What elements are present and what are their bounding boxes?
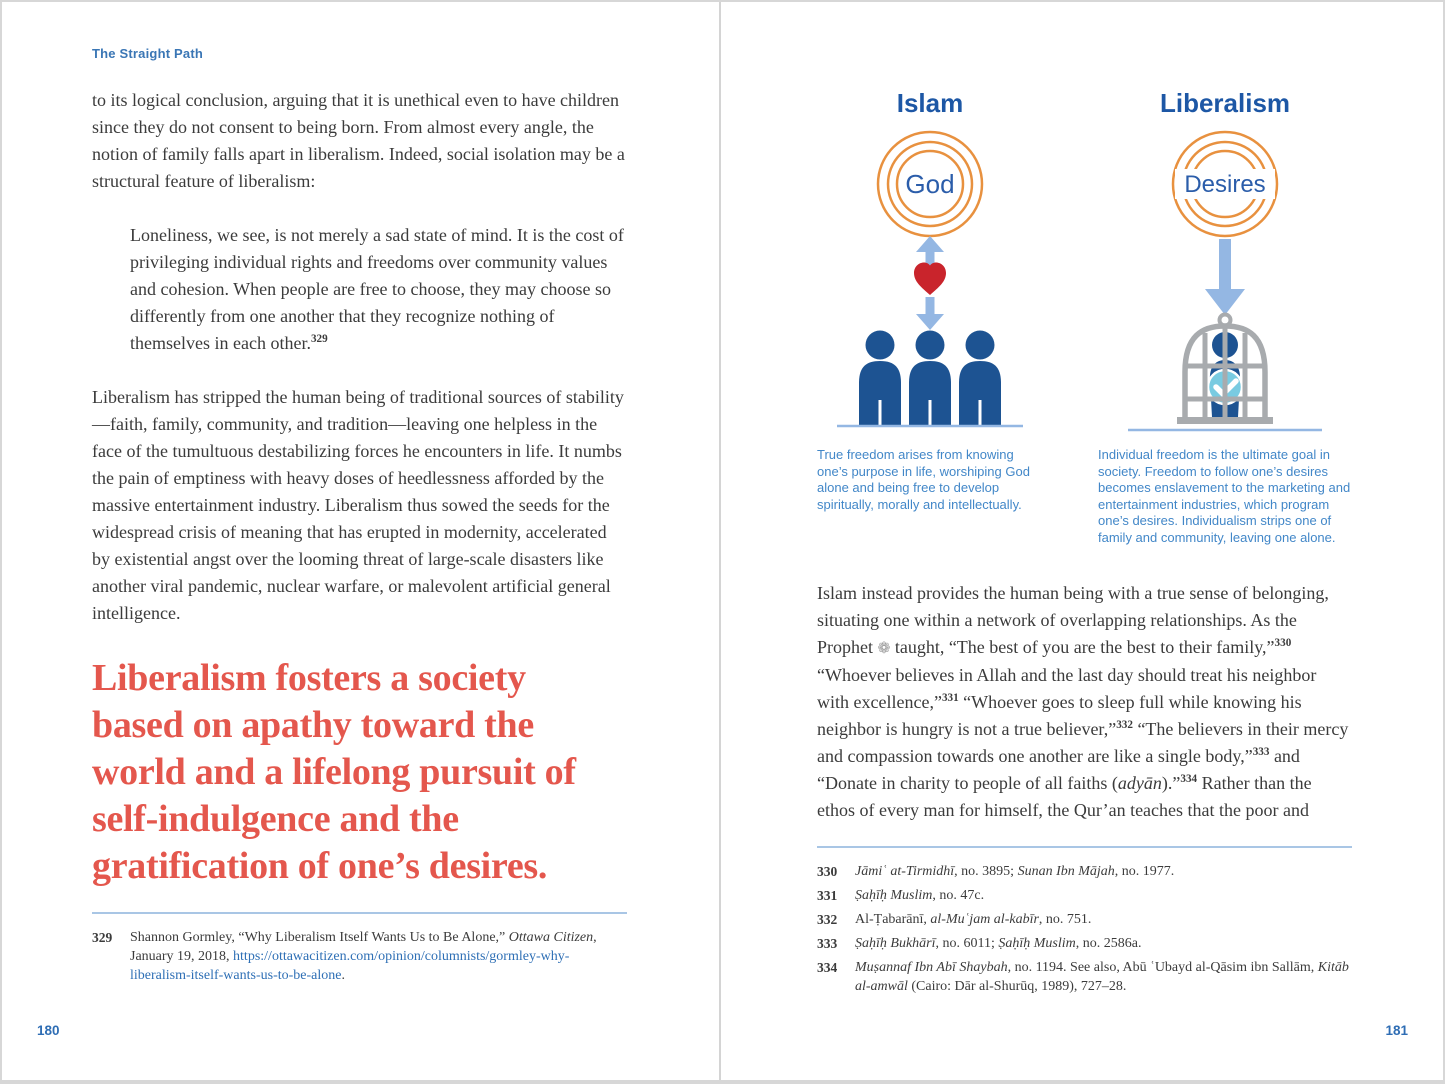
footnote-text: Muṣannaf Ibn Abī Shaybah, no. 1194. See also, Abū ʿUbayd al-Qāsim ibn Sallām, Kitāb al-amwāl (Cairo: Dār al-Shurūq, 1989), 727–28. [855, 960, 1349, 994]
footnote-329 [92, 928, 627, 985]
footnote-row [817, 934, 1352, 953]
footnote-ref: 329 [310, 333, 328, 345]
footnote-ref: 331 [941, 692, 959, 704]
footnote-row [817, 958, 1352, 996]
blockquote: Loneliness, we see, is not merely a sad state of mind. It is the cost of privileging individual rights and freedoms over community values and cohesion. When people are free to choose, they may choose so differently from one another that they recognize nothing of themselves in each other.$^{329}$ [130, 225, 624, 353]
footnote-number: 333 [817, 936, 838, 951]
left-page [2, 2, 721, 1080]
footnotes [817, 862, 1352, 996]
prophet-honorific-icon: ❁ [877, 640, 891, 657]
footnote-link[interactable]: https://ottawacitizen.com/opinion/columnists/gormley-why-liberalism-itself-wants-us-to-be-alone [130, 949, 570, 983]
liberalism-column [1098, 88, 1352, 546]
footnote-divider [92, 912, 627, 914]
islam-caption: True freedom arises from knowing one’s purpose in life, worshiping God alone and being free to develop spiritually, morally and intellectually. [817, 447, 1030, 512]
god-label: God [905, 169, 955, 199]
cage-base [1177, 417, 1273, 424]
footnote-row [817, 862, 1352, 881]
desires-label: Desires [1184, 171, 1266, 198]
body-paragraph-right: Islam instead provides the human being with a true sense of belonging, situating one within a network of overlapping relationships. As the Prophet ❁ taught, “The best of you are the best to their family,”$^{330}$ “Whoever believes in Allah and the last day should treat his neighbor with excellence,”$^{331}$ “Whoever goes to sleep full while knowing his neighbor is hungry is not a true believer,”$^{332}$ “The believers in their mercy and compassion towards one another are like a single body,”$^{333}$ and “Donate in charity to people of all faiths (adyān).”$^{334}$ Rather than the ethos of every man for himself, the Qur’an teaches that the poor and [817, 583, 1349, 820]
islam-column [817, 88, 1043, 546]
footnote-text: Ṣaḥīḥ Bukhārī, no. 6011; Ṣaḥīḥ Muslim, no. 2586a. [855, 936, 1142, 951]
footnote-number: 334 [817, 960, 838, 975]
footnote-text: Al-Ṭabarānī, al-Muʿjam al-kabīr, no. 751. [855, 912, 1092, 927]
cage-bars [1185, 326, 1265, 419]
cage-icon [1177, 315, 1273, 425]
footnote-divider [817, 846, 1352, 848]
body-paragraph-2: Liberalism has stripped the human being of traditional sources of stability—faith, family, community, and tradition—leaving one helpless in the face of the tumultuous destabilizing forces he encounters in life. It numbs the pain of emptiness with heavy doses of heedlessness afforded by the massive entertainment industry. Liberalism thus sowed the seeds for the widespread crisis of meaning that has erupted in modernity, accelerated by existential angst over the looming threat of large-scale disasters like another viral pandemic, nuclear warfare, or malevolent artificial general intelligence. [92, 387, 624, 623]
islam-diagram [817, 129, 1043, 439]
footnote-text: Jāmiʿ at-Tirmidhī, no. 3895; Sunan Ibn Mājah, no. 1977. [855, 864, 1175, 879]
footnote-text: Ṣaḥīḥ Muslim, no. 47c. [855, 888, 985, 903]
body-paragraph-1: to its logical conclusion, arguing that it is unethical even to have children since they do not consent to being born. From almost every angle, the notion of family falls apart in liberalism. Indeed, social isolation may be a structural feature of liberalism: [92, 90, 625, 191]
footnote-number: 332 [817, 912, 838, 927]
footnote-row [92, 928, 627, 985]
liberalism-title: Liberalism [1159, 88, 1291, 118]
pull-quote: Liberalism fosters a society based on apathy toward the world and a lifelong pursuit of self-indulgence and the gratification of one’s desires. [92, 657, 576, 887]
right-page [723, 2, 1443, 1080]
footnote-ref: 332 [1116, 719, 1133, 731]
running-head: The Straight Path [92, 46, 204, 61]
footnote-ref: 330 [1274, 637, 1292, 649]
page-number-right: 181 [1385, 1023, 1408, 1038]
heart-icon [914, 263, 946, 296]
islam-title: Islam [896, 88, 964, 118]
footnote-ref: 334 [1180, 773, 1198, 785]
liberalism-diagram [1098, 129, 1352, 439]
footnote-number: 331 [817, 888, 838, 903]
footnote-text: Shannon Gormley, “Why Liberalism Itself Wants Us to Be Alone,” Ottawa Citizen, January 19, 2018, https://ottawacitizen.com/opinion/columnists/gormley-why-liberalism-itself-wants-us-to-be-alone. [130, 930, 597, 983]
footnote-ref: 333 [1252, 746, 1270, 758]
community-people-icon [859, 331, 1001, 426]
footnote-row [817, 910, 1352, 929]
footnote-number: 330 [817, 864, 838, 879]
comparison-diagram [817, 88, 1352, 546]
footnote-number: 329 [92, 930, 113, 945]
liberalism-caption: Individual freedom is the ultimate goal in society. Freedom to follow one’s desires becomes enslavement to the marketing and entertainment industries, which program one’s desires. Individualism strips one of family and community, leaving one alone. [1098, 447, 1351, 545]
page-number-left: 180 [37, 1023, 60, 1038]
down-arrow-icon [1205, 239, 1245, 315]
footnote-row [817, 886, 1352, 905]
